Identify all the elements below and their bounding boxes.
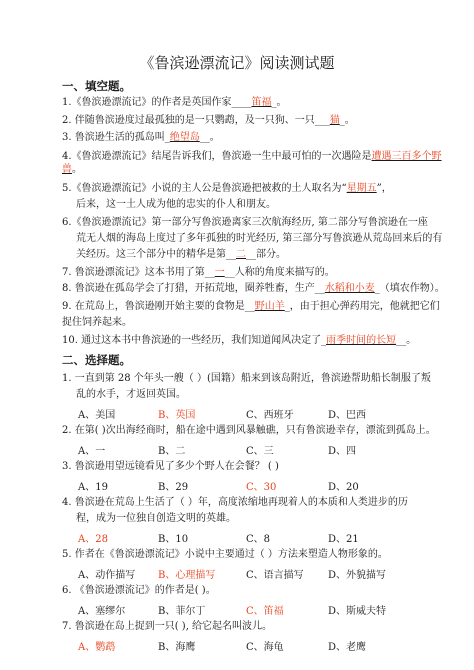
- fill-answer-9: 野山羊: [254, 301, 285, 312]
- fill-answer-4a: 遭遇三百多个野: [371, 151, 442, 162]
- fill-question-4-cont: 兽。: [62, 164, 82, 175]
- choice-3-option-d: D、20: [328, 482, 359, 493]
- choice-6-option-d: D、斯威夫特: [328, 606, 387, 617]
- choice-1-option-a: A、美国: [78, 410, 116, 421]
- choice-question-6: 6. 《鲁滨逊漂流记》的作者是( )。: [62, 585, 216, 596]
- fill-question-9: 9. 在荒岛上，鲁滨逊刚开始主要的食物是__野山羊_，由于担心弹药用完，他就把它们: [62, 301, 440, 312]
- choice-5-option-c: C、语言描写: [246, 570, 304, 581]
- choice-7-option-a: A、鹦鹉: [78, 642, 116, 653]
- choice-question-4-cont: 程，成为一位独自创造文明的英雄。: [76, 513, 236, 524]
- choice-7-option-c: C、海龟: [246, 642, 284, 653]
- fill-answer-1: 笛福: [251, 97, 272, 108]
- choice-7-option-d: D、老鹰: [328, 642, 367, 653]
- section-fill-heading: 一、填空题。: [62, 79, 131, 93]
- fill-question-5: 5.《鲁滨逊漂流记》小说的主人公是鲁滨逊把被救的土人取名为“星期五”，: [62, 183, 392, 194]
- choice-5-option-a: A、动作描写: [78, 570, 136, 581]
- choice-7-option-b: B、海鹰: [158, 642, 196, 653]
- fill-answer-5: 星期五: [346, 183, 377, 194]
- choice-question-5: 5. 作者在《鲁滨逊漂流记》小说中主要通过（ ）方法来塑造人物形象的。: [62, 549, 388, 560]
- fill-question-6-line3: 关经历。这三个部分中的精华是第__二__部分。: [76, 249, 286, 260]
- choice-question-4: 4. 鲁滨逊在荒岛上生活了（ ）年，高度浓缩地再现着人的本质和人类进步的历: [62, 497, 408, 508]
- fill-answer-8: 水稻和小麦: [324, 283, 375, 294]
- fill-question-9-cont: 捉住饲养起来。: [62, 317, 132, 328]
- choice-5-option-b: B、心理描写: [158, 570, 216, 581]
- choice-question-7: 7. 鲁滨逊在岛上捉到一只( ), 给它起名叫波儿。: [62, 621, 273, 632]
- choice-2-option-b: B、二: [158, 446, 186, 457]
- choice-question-1: 1. 一直到第 28 个年头一艘（ ）(国籍）船来到该岛附近，鲁滨逊帮助船长制服了叛: [62, 373, 431, 384]
- fill-question-4: 4.《鲁滨逊漂流记》结尾告诉我们，鲁滨逊一生中最可怕的一次遇险是遭遇三百多个野: [62, 151, 442, 162]
- choice-4-option-b: B、10: [158, 534, 189, 545]
- page-title: 《鲁滨逊漂流记》阅读测试题: [139, 54, 335, 72]
- choice-4-option-d: D、21: [328, 534, 359, 545]
- choice-6-option-a: A、塞缪尔: [78, 606, 126, 617]
- fill-question-2: 2. 伴随鲁滨逊度过最孤独的是一只鹦鹉，及一只狗、一只___猫_。: [62, 115, 355, 126]
- choice-2-option-d: D、四: [328, 446, 357, 457]
- fill-question-6-line2: 荒无人烟的海岛上度过了多年孤独的时光经历, 第三部分写鲁滨逊从荒岛回来后的有: [76, 233, 443, 244]
- section-choice-heading: 二、选择题。: [62, 353, 131, 367]
- fill-question-3: 3. 鲁滨逊生活的孤岛叫_绝望岛__。: [62, 132, 220, 143]
- choice-1-option-d: D、巴西: [328, 410, 367, 421]
- choice-question-1-cont: 乱的水手，才返回英国。: [76, 389, 186, 400]
- choice-1-option-c: C、西班牙: [246, 410, 294, 421]
- choice-3-option-a: A、19: [78, 482, 108, 493]
- fill-answer-2: 猫: [329, 115, 340, 126]
- choice-4-option-a: A、28: [78, 534, 108, 545]
- fill-answer-4b: 兽: [62, 164, 72, 175]
- fill-answer-7: 一: [214, 267, 225, 278]
- fill-question-1: 1.《鲁滨逊漂流记》的作者是英国作家____笛福_。: [62, 97, 287, 108]
- choice-4-option-c: C、8: [246, 534, 271, 545]
- choice-6-option-c: C、笛福: [246, 606, 284, 617]
- fill-question-8: 8. 鲁滨逊在孤岛学会了打猎，开拓荒地，圈养牲畜，生产__水稻和小麦_（填农作物）。: [62, 283, 445, 294]
- choice-question-2: 2. 在第( )次出海经商时，船在途中遇到风暴触礁，只有鲁滨逊幸存，漂流到孤岛上。: [62, 425, 436, 436]
- fill-question-10: 10. 通过这本书中鲁滨逊的一些经历，我们知道闻风决定了_雨季时间的长短__。: [62, 335, 417, 346]
- choice-1-option-b: B、英国: [158, 410, 196, 421]
- fill-answer-6: 二: [236, 249, 246, 260]
- choice-3-option-b: B、29: [158, 482, 189, 493]
- choice-question-3: 3. 鲁滨逊用望远镜看见了多少个野人在会餐？ ( ): [62, 461, 279, 472]
- choice-2-option-c: C、三: [246, 446, 274, 457]
- choice-3-option-c: C、30: [246, 482, 277, 493]
- fill-question-6: 6.《鲁滨逊漂流记》第一部分写鲁滨逊离家三次航海经历, 第二部分写鲁滨逊在一座: [62, 217, 428, 228]
- fill-answer-3: 绝望岛: [169, 132, 200, 143]
- fill-answer-10: 雨季时间的长短: [326, 335, 397, 346]
- choice-2-option-a: A、一: [78, 446, 106, 457]
- choice-6-option-b: B、菲尔丁: [158, 606, 206, 617]
- choice-5-option-d: D、外貌描写: [328, 570, 387, 581]
- fill-question-5-cont: 后来，这一土人成为他的忠实的仆人和朋友。: [76, 199, 276, 210]
- fill-question-7: 7. 鲁滨逊漂流记》这本书用了第__一__人称的角度来描写的。: [62, 267, 335, 278]
